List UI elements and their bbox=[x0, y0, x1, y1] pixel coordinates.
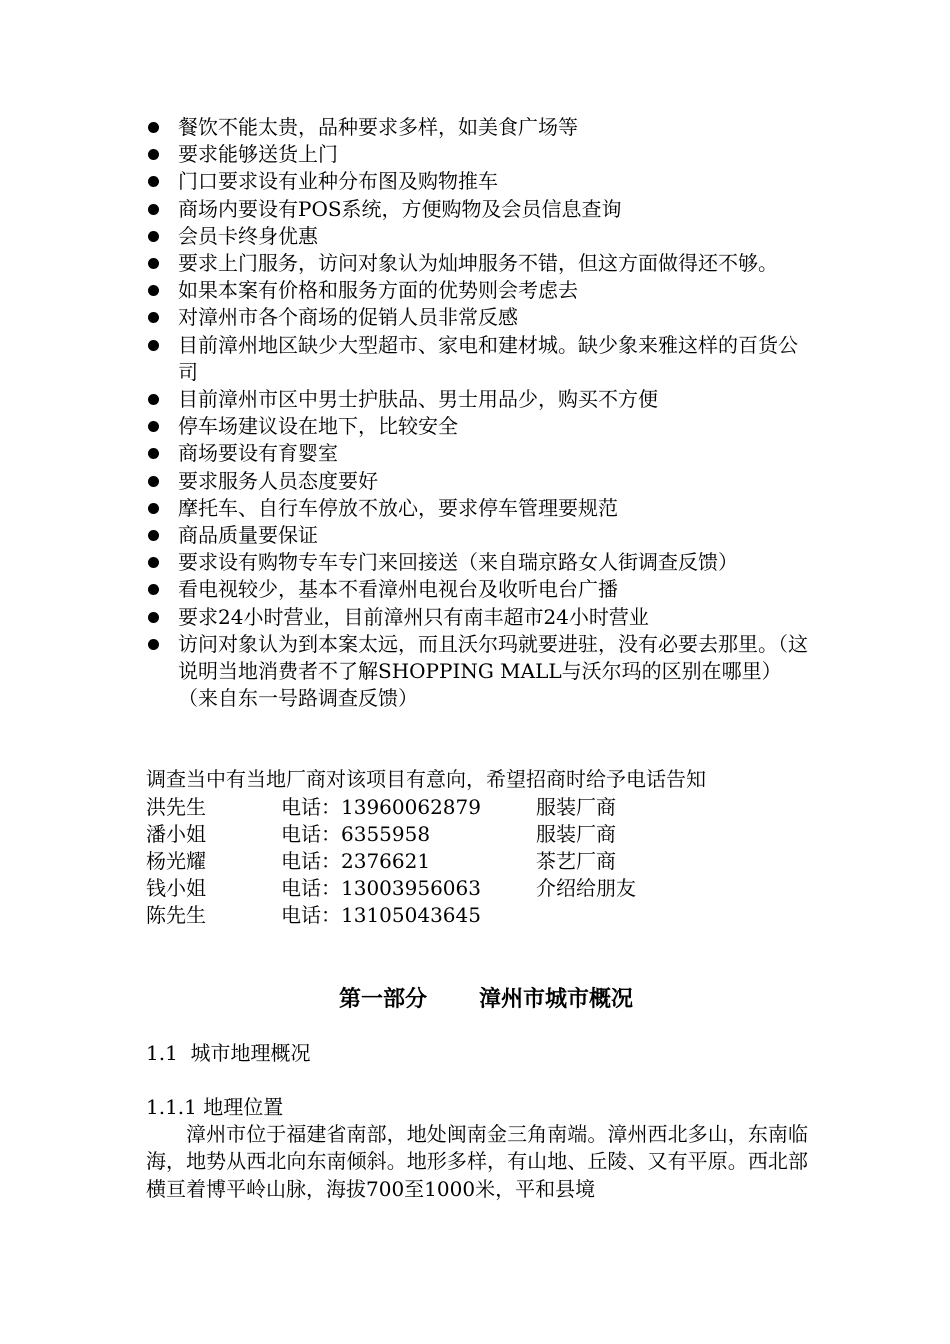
contact-name: 洪先生 bbox=[146, 794, 206, 819]
contacts-list bbox=[146, 794, 808, 930]
bullet-item: 要求能够送货上门 bbox=[146, 141, 808, 168]
bullet-dot-icon bbox=[148, 285, 159, 296]
bullet-item: 摩托车、自行车停放不放心，要求停车管理要规范 bbox=[146, 495, 808, 522]
bullet-dot-icon bbox=[148, 639, 159, 650]
contact-phone: 电话：13960062879 bbox=[281, 794, 481, 819]
bullet-item: 停车场建议设在地下，比较安全 bbox=[146, 413, 808, 440]
bullet-item: 目前漳州市区中男士护肤品、男士用品少，购买不方便 bbox=[146, 386, 808, 413]
contact-row bbox=[146, 902, 808, 929]
part-title: 漳州市城市概况 bbox=[479, 985, 634, 1012]
contact-row bbox=[146, 821, 808, 848]
bullet-dot-icon bbox=[148, 421, 159, 432]
bullet-dot-icon bbox=[148, 176, 159, 187]
bullet-dot-icon bbox=[148, 231, 159, 242]
contact-name: 潘小姐 bbox=[146, 821, 206, 846]
contact-note: 介绍给朋友 bbox=[536, 876, 636, 901]
contact-note: 服装厂商 bbox=[536, 821, 616, 846]
contact-phone: 电话：6355958 bbox=[281, 821, 431, 846]
bullet-item: 目前漳州地区缺少大型超市、家电和建材城。缺少象来雅这样的百货公司 bbox=[146, 332, 808, 386]
part-number: 第一部分 bbox=[338, 985, 427, 1012]
subsection-heading: 1.1.1 地理位置 bbox=[146, 1094, 284, 1119]
contact-phone: 电话：13003956063 bbox=[281, 876, 481, 901]
bullet-dot-icon bbox=[148, 149, 159, 160]
contact-name: 杨光耀 bbox=[146, 849, 206, 874]
bullet-item: 餐饮不能太贵，品种要求多样，如美食广场等 bbox=[146, 114, 808, 141]
contacts-intro: 调查当中有当地厂商对该项目有意向，希望招商时给予电话告知 bbox=[146, 767, 706, 792]
contact-row bbox=[146, 848, 808, 875]
body-paragraph: 漳州市位于福建省南部，地处闽南金三角南端。漳州西北多山，东南临海，地势从西北向东南倾斜。地形多样，有山地、丘陵、又有平原。西北部横亘着博平岭山脉，海拔700至1000米，平和县境 bbox=[146, 1122, 808, 1201]
bullet-dot-icon bbox=[148, 557, 159, 568]
bullet-item: 商品质量要保证 bbox=[146, 522, 808, 549]
contact-note: 服装厂商 bbox=[536, 794, 616, 819]
bullet-item: 要求24小时营业，目前漳州只有南丰超市24小时营业 bbox=[146, 604, 808, 631]
bullet-item: 看电视较少，基本不看漳州电视台及收听电台广播 bbox=[146, 576, 808, 603]
bullet-dot-icon bbox=[148, 530, 159, 541]
bullet-item: 要求上门服务，访问对象认为灿坤服务不错，但这方面做得还不够。 bbox=[146, 250, 808, 277]
bullet-dot-icon bbox=[148, 122, 159, 133]
contact-row bbox=[146, 794, 808, 821]
bullet-dot-icon bbox=[148, 340, 159, 351]
part-heading bbox=[146, 984, 808, 1014]
bullet-dot-icon bbox=[148, 394, 159, 405]
bullet-item: 商场要设有育婴室 bbox=[146, 440, 808, 467]
bullet-item: 门口要求设有业种分布图及购物推车 bbox=[146, 168, 808, 195]
bullet-item: 商场内要设有POS系统，方便购物及会员信息查询 bbox=[146, 196, 808, 223]
bullet-dot-icon bbox=[148, 612, 159, 623]
feedback-bullet-list bbox=[146, 114, 808, 712]
spacer bbox=[146, 712, 808, 766]
contact-phone: 电话：2376621 bbox=[281, 849, 431, 874]
bullet-dot-icon bbox=[148, 258, 159, 269]
document-content bbox=[146, 114, 808, 1203]
bullet-dot-icon bbox=[148, 312, 159, 323]
bullet-item: 访问对象认为到本案太远，而且沃尔玛就要进驻，没有必要去那里。（这说明当地消费者不了解SHOPPING MALL与沃尔玛的区别在哪里）（来自东一号路调查反馈） bbox=[146, 631, 808, 713]
bullet-item: 会员卡终身优惠 bbox=[146, 223, 808, 250]
contact-phone: 电话：13105043645 bbox=[281, 903, 481, 928]
bullet-item: 要求设有购物专车专门来回接送（来自瑞京路女人街调查反馈） bbox=[146, 549, 808, 576]
bullet-item: 如果本案有价格和服务方面的优势则会考虑去 bbox=[146, 277, 808, 304]
contact-row bbox=[146, 875, 808, 902]
contact-note: 茶艺厂商 bbox=[536, 849, 616, 874]
bullet-dot-icon bbox=[148, 503, 159, 514]
bullet-dot-icon bbox=[148, 476, 159, 487]
bullet-item: 要求服务人员态度要好 bbox=[146, 468, 808, 495]
contact-name: 钱小姐 bbox=[146, 876, 206, 901]
bullet-dot-icon bbox=[148, 448, 159, 459]
contact-name: 陈先生 bbox=[146, 903, 206, 928]
section-heading: 1.1 城市地理概况 bbox=[146, 1040, 311, 1065]
bullet-item: 对漳州市各个商场的促销人员非常反感 bbox=[146, 304, 808, 331]
bullet-dot-icon bbox=[148, 584, 159, 595]
bullet-dot-icon bbox=[148, 204, 159, 215]
